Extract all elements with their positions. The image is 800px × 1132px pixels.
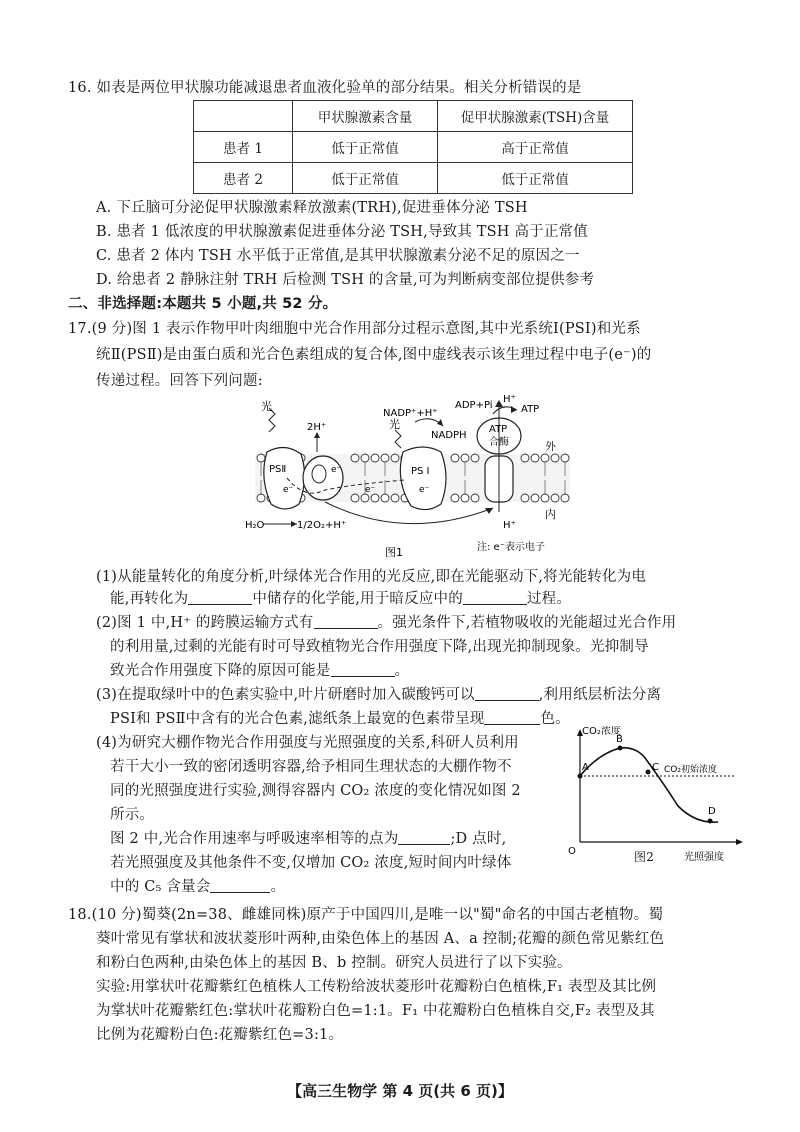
q17-part2-text: 。强光条件下,若植物吸收的光能超过光合作用 [377, 615, 677, 631]
q18-line: 为掌状叶花瓣紫红色:掌状叶花瓣粉白色=1:1。F₁ 中花瓣粉白色植株自交,F₂ 表型及其 [96, 1003, 655, 1019]
q17-part3-text: 色。 [540, 711, 570, 727]
table-cell: 低于正常值 [438, 163, 633, 194]
q17-part4-line: 若干大小一致的密闭透明容器,给予相同生理状态的大棚作物不 [110, 759, 512, 775]
q17-part4-text: 中的 C₅ 含量会 [110, 879, 211, 895]
fig1-ps1-label: PS Ⅰ [411, 466, 430, 477]
q17-part2-text: (2)图 1 中,H⁺ 的跨膜运输方式有 [96, 615, 314, 631]
page-footer: 【高三生物学 第 4 页(共 6 页)】 [287, 1082, 513, 1100]
fig1-atp-label: ATP [521, 404, 540, 415]
q17-part4-text: 图 2 中,光合作用速率与呼吸速率相等的点为 [110, 831, 399, 847]
q18-line: 葵叶常见有掌状和波状菱形叶两种,由染色体上的基因 A、a 控制;花瓣的颜色常见紫红色 [96, 931, 665, 947]
q18-line: 实验:用掌状叶花瓣紫红色植株人工传粉给波状菱形叶花瓣粉白色植株,F₁ 表型及其比例 [96, 979, 657, 995]
q17-intro-line: 统Ⅱ(PSⅡ)是由蛋白质和光合色素组成的复合体,图中虚线表示该生理过程中电子(e⁻)的 [96, 347, 652, 363]
fig2-point-d-label: D [708, 806, 716, 817]
answer-blank [210, 878, 270, 893]
q17-part4-line: 所示。 [110, 807, 155, 823]
fig1-atp-synthase-label: ATP [489, 424, 508, 435]
fig1-light-label: 光 [261, 400, 272, 413]
fig1-nadph-label: NADPH [431, 430, 467, 441]
answer-blank [463, 590, 527, 605]
q17-part3-text: PSⅠ和 PSⅡ中含有的光合色素,滤纸条上最宽的色素带呈现 [110, 711, 485, 727]
q16-option-c: C. 患者 2 体内 TSH 水平低于正常值,是其甲状腺激素分泌不足的原因之一 [96, 248, 580, 264]
answer-blank [475, 686, 539, 701]
q17-part1-line [110, 588, 571, 610]
blood-test-table [193, 100, 633, 194]
fig2-point-b-label: B [616, 734, 623, 745]
fig1-h-bottom-label: H⁺ [503, 520, 516, 531]
figure-2-graph [568, 726, 748, 866]
q17-part4-text: ;D 点时, [450, 831, 507, 847]
q17-part3-line [96, 684, 661, 706]
fig1-electron-label: e⁻ [365, 485, 376, 495]
fig2-initial-concentration-label: CO₂初始浓度 [664, 765, 717, 775]
fig2-caption: 图2 [634, 850, 655, 864]
q16-option-a: A. 下丘脑可分泌促甲状腺激素释放激素(TRH),促进垂体分泌 TSH [96, 200, 528, 216]
q16-stem: 16. 如表是两位甲状腺功能减退患者血液化验单的部分结果。相关分析错误的是 [68, 80, 582, 96]
answer-blank [314, 614, 378, 629]
fig1-caption: 图1 [385, 546, 403, 559]
fig1-electron-label: e⁻ [419, 485, 430, 495]
q17-part1-line: (1)从能量转化的角度分析,叶绿体光合作用的光反应,即在光能驱动下,将光能转化为电 [96, 569, 647, 585]
fig1-2h-label: 2H⁺ [307, 422, 327, 433]
q17-part3-text: (3)在提取绿叶中的色素实验中,叶片研磨时加入碳酸钙可以 [96, 687, 475, 703]
q17-part1-text: 能,再转化为 [110, 591, 189, 607]
q17-intro-line: 传递过程。回答下列问题: [96, 373, 263, 389]
q17-part2-text: 。 [394, 663, 410, 679]
table-row [194, 132, 633, 163]
table-header-cell: 甲状腺激素含量 [293, 101, 438, 132]
table-header-cell [194, 101, 293, 132]
q18-line: 比例为花瓣粉白色:花瓣紫红色=3:1。 [96, 1027, 344, 1043]
fig1-light-label: 光 [389, 418, 400, 431]
q17-part4-text: 。 [270, 879, 286, 895]
fig1-atp-synthase-label: 合酶 [489, 437, 509, 448]
table-header-cell: 促甲状腺激素(TSH)含量 [438, 101, 633, 132]
fig2-x-axis-label: 光照强度 [684, 852, 724, 863]
q17-part4-line: 若光照强度及其他条件不变,仅增加 CO₂ 浓度,短时间内叶绿体 [110, 855, 512, 871]
q16-option-b: B. 患者 1 低浓度的甲状腺激素促进垂体分泌 TSH,导致其 TSH 高于正常值 [96, 224, 588, 240]
answer-blank [398, 830, 450, 845]
q17-part4-line [110, 828, 506, 850]
q18-line: 和粉白色两种,由染色体上的基因 B、b 控制。研究人员进行了以下实验。 [96, 955, 572, 971]
q17-part4-line: 同的光照强度进行实验,测得容器内 CO₂ 浓度的变化情况如图 2 [110, 783, 521, 799]
q17-intro-line: 17.(9 分)图 1 表示作物甲叶肉细胞中光合作用部分过程示意图,其中光系统Ⅰ(PSⅠ)和光系 [68, 321, 641, 337]
fig1-water-label: H₂O [245, 520, 265, 531]
answer-blank [188, 590, 252, 605]
fig1-outer-label: 外 [545, 440, 556, 453]
fig1-electron-label: e⁻ [283, 485, 294, 495]
table-row [194, 163, 633, 194]
answer-blank [331, 662, 395, 677]
figure-1-diagram [245, 392, 580, 564]
fig2-y-axis-label: CO₂浓度 [582, 726, 621, 737]
fig2-point-c-label: C [652, 762, 659, 773]
q17-part3-line [110, 708, 570, 730]
fig1-nadp-label: NADP⁺+H⁺ [383, 408, 438, 419]
fig1-electron-label: e⁻ [331, 465, 342, 475]
fig1-ps2-label: PSⅡ [269, 464, 287, 475]
q17-part1-text: 中储存的化学能,用于暗反应中的 [252, 591, 463, 607]
answer-blank [484, 710, 540, 725]
table-cell: 高于正常值 [438, 132, 633, 163]
fig2-point-a-label: A [582, 762, 589, 773]
table-cell: 患者 1 [194, 132, 293, 163]
q17-part2-line [110, 660, 409, 682]
table-cell: 低于正常值 [293, 163, 438, 194]
table-cell: 低于正常值 [293, 132, 438, 163]
q17-part2-text: 致光合作用强度下降的原因可能是 [110, 663, 331, 679]
q17-part1-text: 过程。 [526, 591, 572, 607]
q18-line: 18.(10 分)蜀葵(2n=38、雌雄同株)原产于中国四川,是唯一以"蜀"命名的中国古老植物。蜀 [68, 907, 664, 923]
section-heading: 二、非选择题:本题共 5 小题,共 52 分。 [68, 296, 338, 312]
fig1-inner-label: 内 [545, 508, 556, 521]
q17-part3-text: ,利用纸层析法分离 [538, 687, 662, 703]
table-header-row [194, 101, 633, 132]
q17-part2-line: 的利用量,过剩的光能有时可导致植物光合作用强度下降,出现光抑制现象。光抑制导 [110, 639, 649, 655]
q17-part4-line [110, 876, 285, 898]
q16-option-d: D. 给患者 2 静脉注射 TRH 后检测 TSH 的含量,可为判断病变部位提供参考 [96, 272, 595, 288]
q17-part2-line [96, 612, 676, 634]
q17-part4-line: (4)为研究大棚作物光合作用强度与光照强度的关系,科研人员利用 [96, 735, 519, 751]
fig1-h-atp-label: H⁺ [503, 394, 516, 405]
fig2-origin-label: O [568, 846, 576, 857]
table-cell: 患者 2 [194, 163, 293, 194]
fig1-note: 注: e⁻表示电子 [477, 542, 545, 553]
fig1-adp-label: ADP+Pi [455, 400, 493, 411]
fig1-oxygen-label: 1/2O₂+H⁺ [297, 520, 347, 531]
